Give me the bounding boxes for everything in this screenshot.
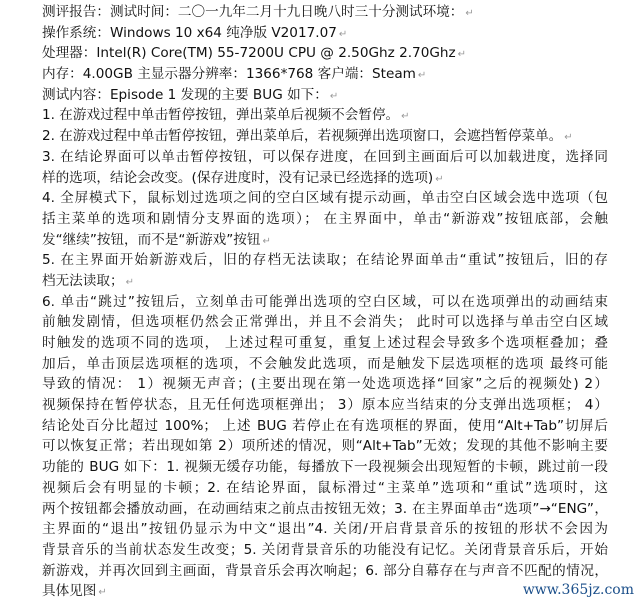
line-text: 两个按钮都会播放动画，在动画结束之前点击按钮无效；3. 在主界面单击“选项”→“ENG”， — [42, 500, 608, 517]
line-text: 功能的 BUG 如下：1. 视频无缓存功能，每播放下一段视频会出现短暂的卡顿，跳过前一段 — [42, 459, 608, 476]
paragraph-mark-icon: ↵ — [435, 173, 444, 185]
line-text: 1. 在游戏过程中单击暂停按钮，弹出菜单后视频不会暂停。 — [42, 107, 400, 124]
text-line — [42, 478, 608, 499]
document-body — [42, 2, 608, 602]
line-text: 导致的情况： 1）视频无声音；(主要出现在第一处选项选择“回家”之后的视频处) 2） — [42, 376, 608, 393]
text-line — [42, 457, 608, 478]
line-text: 新游戏，并再次回到主画面，背景音乐会再次响起；6. 部分自幕存在与声音不匹配的情况， — [42, 562, 608, 579]
text-line — [42, 147, 608, 168]
line-text: 具体见图 — [42, 583, 97, 600]
text-line — [42, 43, 608, 64]
text-line — [42, 561, 608, 582]
text-line — [42, 105, 608, 126]
text-line — [42, 374, 608, 395]
text-line — [42, 499, 608, 520]
paragraph-mark-icon: ↵ — [125, 276, 134, 288]
text-line — [42, 168, 608, 189]
paragraph-mark-icon: ↵ — [564, 132, 573, 144]
text-line — [42, 333, 608, 354]
line-text: 视频后会有明显的卡顿；2. 在结论界面，鼠标滑过“主菜单”选项和“重试”选项时，这 — [42, 479, 608, 496]
line-text: 档无法读取； — [42, 272, 124, 289]
line-text: 测试内容：Episode 1 发现的主要 BUG 如下： — [42, 86, 328, 103]
paragraph-mark-icon: ↵ — [329, 90, 339, 102]
paragraph-mark-icon: ↵ — [457, 49, 467, 61]
line-text: 发“继续”按钮，而不是“新游戏”按钮 — [42, 231, 261, 248]
text-line — [42, 519, 608, 540]
text-line — [42, 126, 608, 147]
text-line — [42, 230, 608, 251]
text-line — [42, 209, 608, 230]
paragraph-mark-icon: ↵ — [98, 587, 107, 599]
text-line — [42, 85, 608, 106]
line-text: 主界面的“退出”按钮仍显示为中文“退出”4. 关闭/开启背景音乐的按钮的形状不会因为 — [42, 521, 608, 538]
line-text: 5. 在主界面开始新游戏后，旧的存档无法读取；在结论界面单击“重试”按钮后，旧的存 — [42, 252, 608, 269]
line-text: 内存：4.00GB 主显示器分辨率：1366*768 客户端：Steam — [42, 66, 416, 83]
line-text: 4. 全屏模式下，鼠标划过选项之间的空白区域有提示动画，单击空白区域会选中选项（包 — [42, 190, 608, 207]
text-line — [42, 416, 608, 437]
line-text: 背景音乐的当前状态发生改变；5. 关闭背景音乐的功能没有记忆。关闭背景音乐后，开始 — [42, 541, 608, 558]
line-text: 测评报告：测试时间：二〇一九年二月十九日晚八时三十分测试环境： — [42, 4, 464, 20]
line-text: 操作系统：Windows 10 x64 纯净版 V2017.07 — [42, 24, 337, 41]
paragraph-mark-icon: ↵ — [465, 8, 474, 19]
line-text: 前触发剧情，但选项框仍然会正常弹出，并且不会消失； 此时可以选择与单击空白区域 — [42, 314, 608, 331]
text-line — [42, 292, 608, 313]
text-line — [42, 540, 608, 561]
line-text: 可以恢复正常；若出现如第 2）项所述的情况，则“Alt+Tab”无效；发现的其他不影响主要 — [42, 438, 608, 455]
watermark: www.365jz.com — [522, 582, 634, 598]
text-line — [42, 64, 608, 85]
line-text: 视频保持在暂停状态，且无任何选项框弹出； 3）原本应当结束的分支弹出选项框； 4） — [42, 397, 608, 414]
paragraph-mark-icon: ↵ — [262, 235, 271, 247]
text-line — [42, 188, 608, 209]
paragraph-mark-icon: ↵ — [417, 70, 427, 82]
text-line — [42, 354, 608, 375]
line-text: 6. 单击“跳过”按钮后，立刻单击可能弹出选项的空白区域，可以在选项弹出的动画结束 — [42, 293, 608, 310]
text-line — [42, 250, 608, 271]
paragraph-mark-icon: ↵ — [401, 111, 410, 123]
line-text: 时触发的选项不同的选项， 上述过程可重复，重复上述过程会导致多个选项框叠加；叠 — [42, 335, 608, 351]
line-text: 括主菜单的选项和剧情分支界面的选项）； 在主界面中，单击“新游戏”按钮底部，会触 — [42, 210, 608, 227]
text-line — [42, 23, 608, 44]
text-line — [42, 2, 608, 23]
text-line — [42, 271, 608, 292]
line-text: 2. 在游戏过程中单击暂停按钮，弹出菜单后，若视频弹出选项窗口，会遮挡暂停菜单。 — [42, 128, 563, 145]
line-text: 样的选项，结论会改变。(保存进度时，没有记录已经选择的选项) — [42, 169, 434, 186]
line-text: 处理器：Intel(R) Core(TM) 55-7200U CPU @ 2.50Ghz 2.70Ghz — [42, 45, 456, 62]
line-text: 结论处百分比超过 100%； 上述 BUG 若停止在有选项框的界面，使用“Alt+Tab”切屏后 — [42, 417, 608, 434]
text-line — [42, 395, 608, 416]
text-line — [42, 312, 608, 333]
paragraph-mark-icon: ↵ — [338, 28, 348, 40]
text-line — [42, 436, 608, 457]
line-text: 3. 在结论界面可以单击暂停按钮，可以保存进度，在回到主画面后可以加载进度，选择同 — [42, 148, 608, 165]
line-text: 加后，单击顶层选项框的选项，不会触发此选项，而是触发下层选项框的选项 最终可能 — [42, 355, 608, 372]
